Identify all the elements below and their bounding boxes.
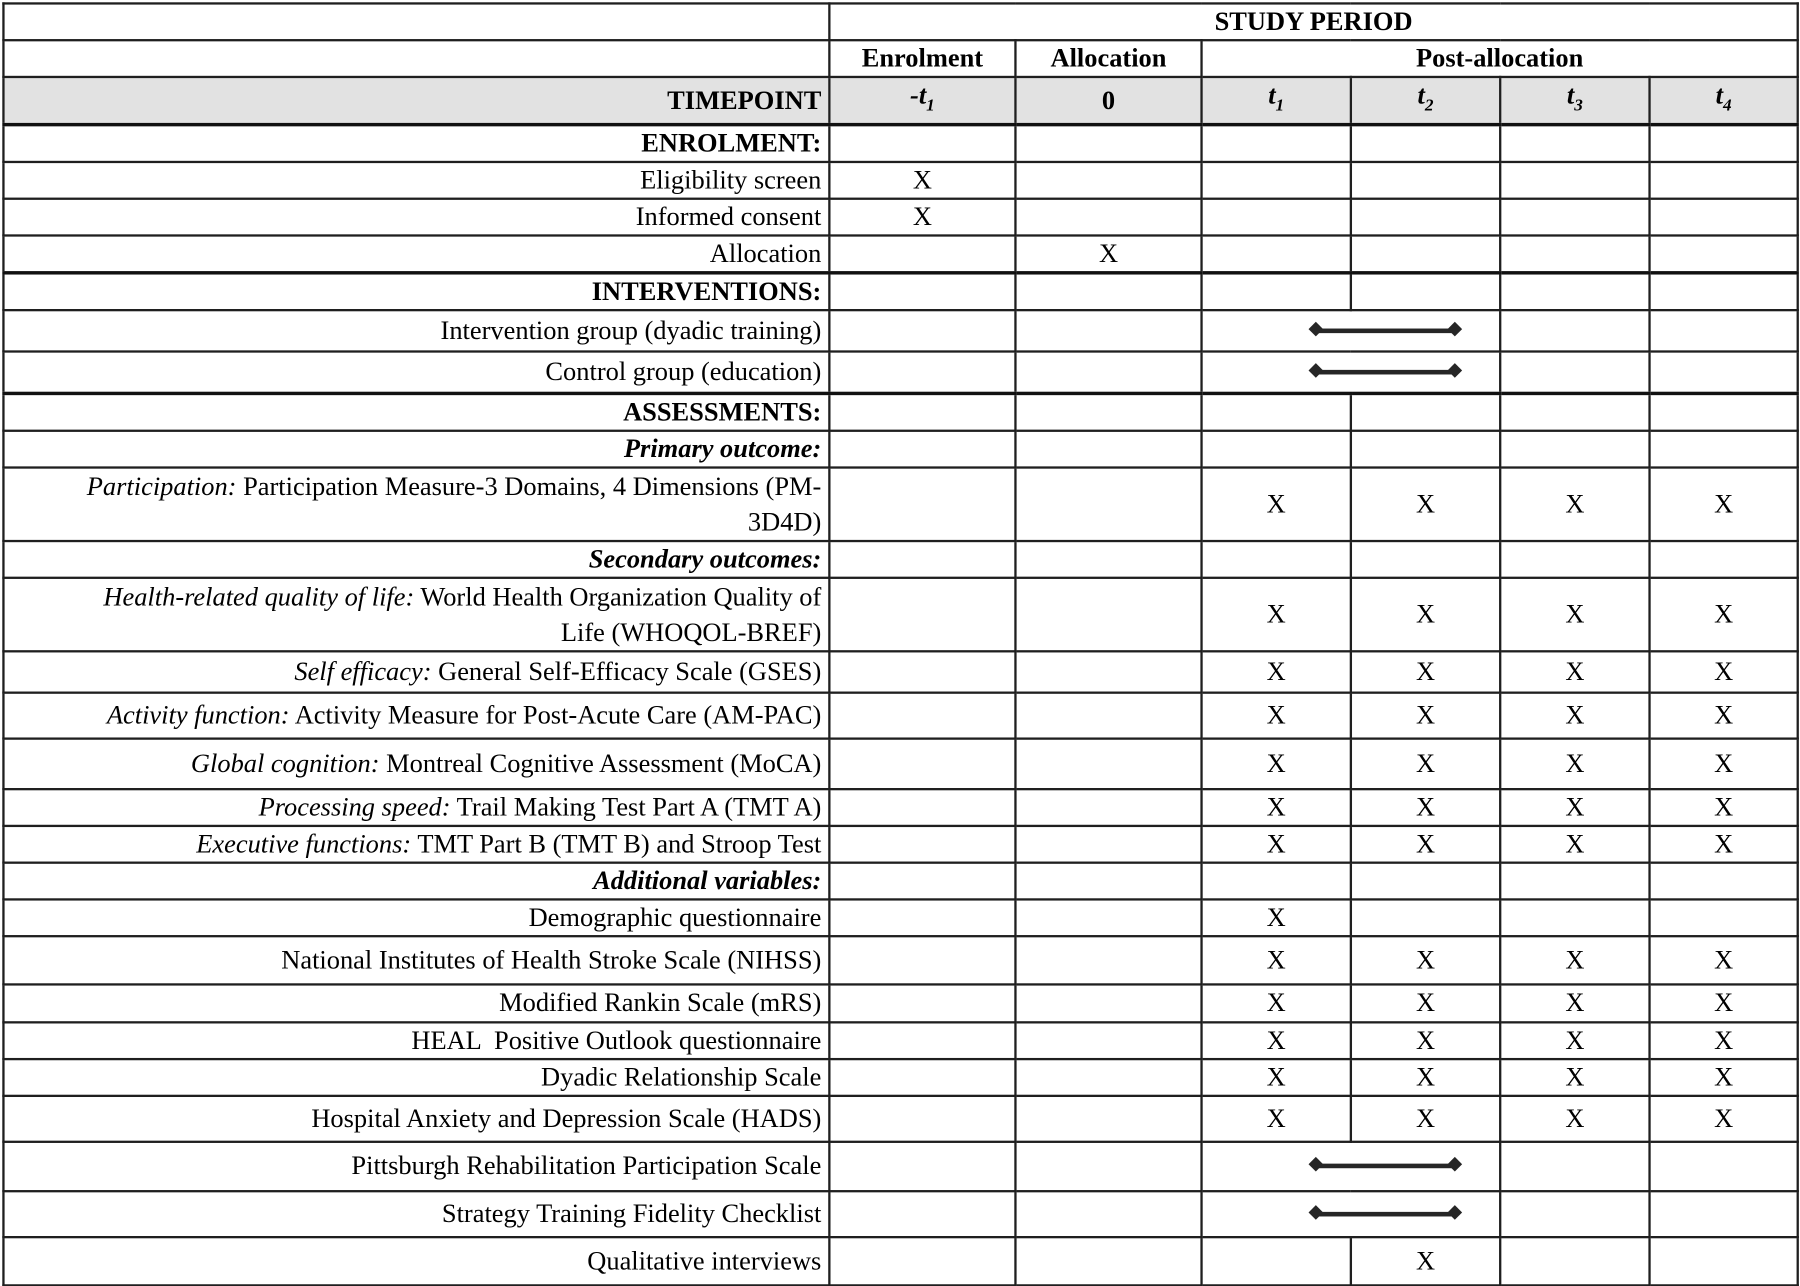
row-prps [3, 1141, 1797, 1190]
measure-label: Montreal Cognitive Assessment (MoCA) [379, 748, 822, 778]
mark-x: X [1650, 467, 1798, 541]
row-demographic [3, 899, 1797, 936]
mark-x: X [1202, 789, 1351, 826]
mark-x: X [1202, 738, 1351, 789]
row-executive-functions [3, 825, 1797, 862]
section-row-enrolment [3, 125, 1797, 162]
header-blank [3, 40, 829, 77]
subsection-row-additional [3, 862, 1797, 899]
row-processing-speed [3, 789, 1797, 826]
domain-label: Participation: [86, 471, 237, 501]
mark-x: X [1351, 651, 1500, 692]
mark-x: X [1202, 651, 1351, 692]
measure-label: Activity Measure for Post-Acute Care (AM-PAC) [289, 700, 822, 729]
row-label: Qualitative interviews [3, 1237, 829, 1285]
timepoint-t1-text: t [1268, 80, 1276, 110]
domain-label: Activity function: [106, 700, 290, 729]
mark-x: X [1202, 936, 1351, 984]
row-activity [3, 692, 1797, 738]
measure-label: TMT Part B (TMT B) and Stroop Test [411, 828, 822, 858]
allocation-header: Allocation [1015, 40, 1201, 77]
row-intervention-group [3, 310, 1797, 351]
header-row-phases [3, 40, 1797, 77]
row-label [3, 738, 829, 789]
mark-x: X [1650, 936, 1798, 984]
spirit-schedule-table [2, 2, 1799, 1286]
mark-x: X [1202, 984, 1351, 1022]
mark-x: X [1500, 984, 1649, 1022]
mark-x: X [829, 199, 1015, 236]
subsection-row-primary [3, 430, 1797, 467]
mark-x: X [1351, 825, 1500, 862]
row-label: Demographic questionnaire [3, 899, 829, 936]
row-allocation [3, 235, 1797, 272]
timepoint-t2-text: t [1417, 80, 1425, 110]
row-label [3, 651, 829, 692]
mark-x: X [1650, 577, 1798, 651]
timepoint-label: TIMEPOINT [3, 77, 829, 125]
timepoint-t4 [1650, 77, 1798, 125]
mark-x: X [1351, 1059, 1500, 1096]
mark-x: X [1351, 692, 1500, 738]
timepoint-enrolment-text: -t [910, 80, 927, 110]
row-label: Intervention group (dyadic training) [3, 310, 829, 351]
mark-x: X [1650, 651, 1798, 692]
mark-x: X [1202, 577, 1351, 651]
row-nihss [3, 936, 1797, 984]
mark-x: X [1650, 984, 1798, 1022]
timepoint-t2 [1351, 77, 1500, 125]
duration-bar-cell [1202, 310, 1501, 351]
row-dyadic [3, 1059, 1797, 1096]
measure-label-cont: Life (WHOQOL-BREF) [560, 617, 822, 647]
row-consent [3, 199, 1797, 236]
row-control-group [3, 352, 1797, 393]
duration-bar-icon [1315, 370, 1455, 375]
row-label: Modified Rankin Scale (mRS) [3, 984, 829, 1022]
row-label: Allocation [3, 235, 829, 272]
mark-x: X [1500, 936, 1649, 984]
subsection-row-secondary [3, 540, 1797, 577]
mark-x: X [1500, 1022, 1649, 1059]
row-label [3, 692, 829, 738]
timepoint-t3-text: t [1566, 80, 1575, 110]
mark-x: X [1351, 738, 1500, 789]
mark-x: X [1650, 789, 1798, 826]
header-blank [3, 3, 829, 40]
row-hrqol [3, 577, 1797, 651]
section-label-enrolment: ENROLMENT: [3, 125, 829, 162]
mark-x: X [1351, 1237, 1500, 1285]
mark-x: X [1351, 577, 1500, 651]
mark-x: X [1650, 1059, 1798, 1096]
row-participation [3, 467, 1797, 541]
mark-x: X [1202, 467, 1351, 541]
mark-x: X [1202, 1095, 1351, 1141]
mark-x: X [1500, 692, 1649, 738]
mark-x: X [1351, 984, 1500, 1022]
subsection-label-secondary: Secondary outcomes: [3, 540, 829, 577]
section-row-assessments [3, 393, 1797, 430]
mark-x: X [1500, 577, 1649, 651]
timepoint-row [3, 77, 1797, 125]
row-fidelity [3, 1191, 1797, 1237]
row-label: Informed consent [3, 199, 829, 236]
row-label: Control group (education) [3, 352, 829, 393]
row-label: Strategy Training Fidelity Checklist [3, 1191, 829, 1237]
mark-x: X [1015, 235, 1201, 272]
measure-label: Trail Making Test Part A (TMT A) [450, 792, 822, 821]
mark-x: X [1351, 936, 1500, 984]
duration-bar-icon [1315, 1164, 1455, 1169]
row-heal [3, 1022, 1797, 1059]
mark-x: X [1650, 692, 1798, 738]
measure-label: Participation Measure-3 Domains, 4 Dimensions (PM- [236, 471, 822, 501]
mark-x: X [1202, 825, 1351, 862]
mark-x: X [1351, 1022, 1500, 1059]
row-eligibility [3, 162, 1797, 199]
section-label-interventions: INTERVENTIONS: [3, 273, 829, 310]
measure-label-cont: 3D4D) [747, 507, 822, 536]
header-row-study-period [3, 3, 1797, 40]
duration-bar-cell [1202, 1141, 1501, 1190]
row-self-efficacy [3, 651, 1797, 692]
mark-x: X [1500, 738, 1649, 789]
mark-x: X [1202, 1022, 1351, 1059]
enrolment-header: Enrolment [829, 40, 1015, 77]
mark-x: X [1500, 789, 1649, 826]
mark-x: X [1500, 651, 1649, 692]
row-mrs [3, 984, 1797, 1022]
row-label [3, 825, 829, 862]
mark-x: X [1202, 692, 1351, 738]
mark-x: X [1202, 899, 1351, 936]
row-label: Pittsburgh Rehabilitation Participation Scale [3, 1141, 829, 1190]
mark-x: X [1650, 825, 1798, 862]
row-label: Eligibility screen [3, 162, 829, 199]
timepoint-allocation: 0 [1015, 77, 1201, 125]
timepoint-t2-sub: 2 [1424, 96, 1434, 115]
mark-x: X [1500, 1059, 1649, 1096]
timepoint-t3 [1500, 77, 1649, 125]
mark-x: X [1351, 467, 1500, 541]
timepoint-enrolment-sub: 1 [926, 96, 935, 115]
domain-label: Executive functions: [196, 828, 412, 858]
row-label: HEAL Positive Outlook questionnaire [3, 1022, 829, 1059]
row-label: National Institutes of Health Stroke Scale (NIHSS) [3, 936, 829, 984]
section-row-interventions [3, 273, 1797, 310]
domain-label: Global cognition: [190, 748, 380, 778]
duration-bar-cell [1202, 352, 1501, 393]
domain-label: Health-related quality of life: [103, 581, 415, 611]
domain-label: Self efficacy: [294, 656, 432, 686]
row-label: Hospital Anxiety and Depression Scale (HADS) [3, 1095, 829, 1141]
mark-x: X [1202, 1059, 1351, 1096]
section-label-assessments: ASSESSMENTS: [3, 393, 829, 430]
row-label: Dyadic Relationship Scale [3, 1059, 829, 1096]
mark-x: X [1351, 789, 1500, 826]
mark-x: X [1351, 1095, 1500, 1141]
study-period-header: STUDY PERIOD [829, 3, 1797, 40]
mark-x: X [1650, 738, 1798, 789]
domain-label: Processing speed: [258, 792, 451, 821]
measure-label: General Self-Efficacy Scale (GSES) [431, 656, 822, 686]
timepoint-enrolment [829, 77, 1015, 125]
timepoint-t1 [1202, 77, 1351, 125]
subsection-label-primary: Primary outcome: [3, 430, 829, 467]
measure-label: World Health Organization Quality of [414, 581, 822, 611]
row-label [3, 467, 829, 541]
row-label [3, 577, 829, 651]
row-qualitative [3, 1237, 1797, 1285]
mark-x: X [1500, 825, 1649, 862]
row-label [3, 789, 829, 826]
timepoint-t3-sub: 3 [1574, 96, 1583, 115]
timepoint-t4-sub: 4 [1722, 96, 1732, 115]
timepoint-t4-text: t [1715, 80, 1723, 110]
mark-x: X [1500, 467, 1649, 541]
mark-x: X [1500, 1095, 1649, 1141]
row-cognition [3, 738, 1797, 789]
duration-bar-icon [1315, 1211, 1455, 1216]
mark-x: X [1650, 1022, 1798, 1059]
row-hads [3, 1095, 1797, 1141]
subsection-label-additional: Additional variables: [3, 862, 829, 899]
mark-x: X [1650, 1095, 1798, 1141]
duration-bar-cell [1202, 1191, 1501, 1237]
mark-x: X [829, 162, 1015, 199]
duration-bar-icon [1315, 329, 1455, 334]
post-allocation-header: Post-allocation [1202, 40, 1798, 77]
timepoint-t1-sub: 1 [1275, 96, 1285, 115]
